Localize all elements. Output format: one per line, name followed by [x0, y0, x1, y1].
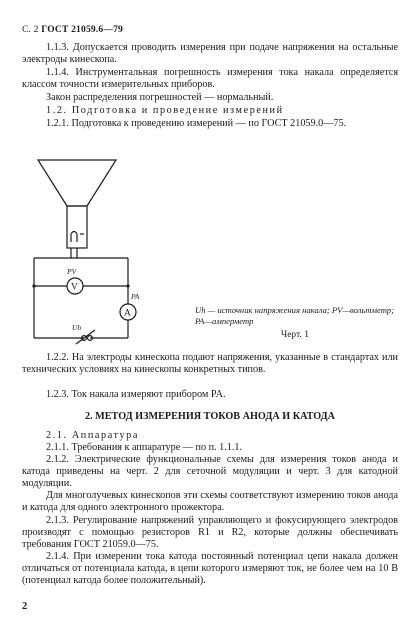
paragraph-2-1-3: 2.1.3. Регулирование напряжений управляющего и фокусирующего электродов производят с помощью резисторов R1 и R2, которые должны обеспечивать требования ГОСТ 21059.0—75. [22, 515, 398, 551]
paragraph-1-2-1: 1.2.1. Подготовка к проведению измерений — по ГОСТ 21059.0—75. [46, 118, 347, 129]
paragraph-1-1-4: 1.1.4. Инструментальная погрешность измерения тока накала определяется классом точности измерительных приборов. [22, 67, 398, 91]
figure-title: Черт. 1 [281, 330, 309, 340]
pv-label: PV [67, 267, 77, 276]
heading-1-2: 1.2. Подготовка и проведение измерений [46, 105, 284, 116]
section-2-title: 2. МЕТОД ИЗМЕРЕНИЯ ТОКОВ АНОДА И КАТОДА [84, 411, 336, 422]
paragraph-1-2-2: 1.2.2. На электроды кинескопа подают напряжения, указанные в стандартах или технических условиях на кинескопы конкретных типов. [22, 352, 398, 376]
uh-label: Uh [72, 323, 82, 332]
paragraph-2-1-1: 2.1.1. Требования к аппаратуре — по п. 1.1.1. [46, 442, 243, 453]
page-number: 2 [22, 601, 28, 612]
circuit-svg [20, 158, 180, 350]
kinescope-funnel [38, 160, 116, 206]
page-header-prefix: С. 2 [22, 25, 42, 35]
page-header [22, 25, 123, 35]
ammeter-label: A [124, 308, 131, 319]
figure-caption-text: Uh — источник напряжения накала; PV—вольтметр; PA—амперметр [195, 305, 395, 326]
page-header-standard: ГОСТ 21059.6—79 [41, 25, 123, 35]
voltmeter-label: V [71, 282, 78, 293]
figure-caption [195, 305, 395, 341]
circuit-diagram [20, 158, 180, 350]
paragraph-1-1-3: 1.1.3. Допускается проводить измерения при подаче напряжения на остальные электроды кинескопа. [22, 42, 398, 66]
heater-filament [71, 232, 77, 243]
paragraph-error-law: Закон распределения погрешностей — нормальный. [46, 92, 274, 103]
paragraph-1-2-3: 1.2.3. Ток накала измеряют прибором PA. [46, 389, 226, 400]
paragraph-2-1-4: 2.1.4. При измерении тока катода постоянный потенциал цепи накала должен отличаться от потенциала катода, в цепи которого измеряют ток, не более чем на 10 В (потенциал катода более положительный). [22, 551, 398, 587]
paragraph-2-1: 2.1. Аппаратура [46, 430, 139, 441]
paragraph-multibeam: Для многолучевых кинескопов эти схемы соответствуют измерению токов анода и катода для одного электронного прожектора. [22, 490, 398, 514]
pa-label: PA [131, 292, 140, 301]
paragraph-2-1-2: 2.1.2. Электрические функциональные схемы для измерения токов анода и катода приведены на черт. 2 для сеточной модуляции и черт. 3 для катодной модуляции. [22, 454, 398, 490]
